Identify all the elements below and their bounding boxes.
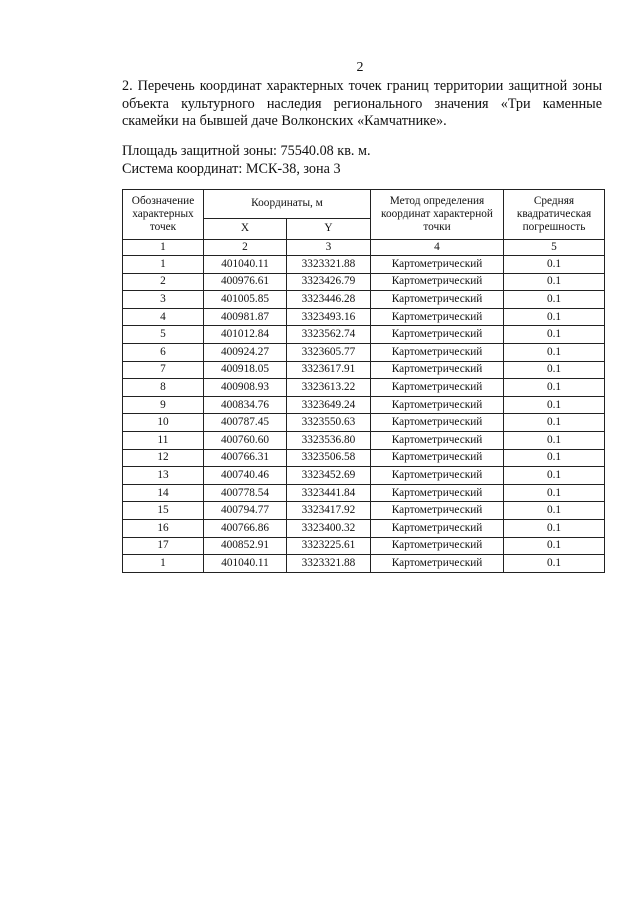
column-number: 5 (504, 240, 605, 256)
page-number: 2 (356, 60, 364, 75)
cell-x: 401012.84 (204, 326, 287, 344)
cell-error: 0.1 (504, 414, 605, 432)
cell-error: 0.1 (504, 467, 605, 485)
table-row (123, 519, 605, 537)
section-heading: 2. Перечень координат характерных точек границ территории защитной зоны объекта культурного наследия регионального значения «Три каменные скамейки на бывшей даче Волконских «Камчатнике». (122, 78, 602, 129)
cell-y: 3323613.22 (287, 379, 371, 397)
cell-error: 0.1 (504, 291, 605, 309)
cell-method: Картометрический (371, 256, 504, 274)
cell-point: 8 (123, 379, 204, 397)
cell-method: Картометрический (371, 396, 504, 414)
table-row (123, 379, 605, 397)
column-number: 1 (123, 240, 204, 256)
cell-error: 0.1 (504, 431, 605, 449)
cell-x: 400924.27 (204, 343, 287, 361)
cell-point: 2 (123, 273, 204, 291)
table-row (123, 326, 605, 344)
cell-x: 400908.93 (204, 379, 287, 397)
table-row (123, 396, 605, 414)
cell-point: 10 (123, 414, 204, 432)
cell-error: 0.1 (504, 256, 605, 274)
cell-point: 16 (123, 519, 204, 537)
cell-point: 12 (123, 449, 204, 467)
cell-error: 0.1 (504, 484, 605, 502)
cell-x: 400918.05 (204, 361, 287, 379)
header-coordinates: Координаты, м (204, 190, 371, 219)
cell-x: 400740.46 (204, 467, 287, 485)
cell-method: Картометрический (371, 343, 504, 361)
column-number: 3 (287, 240, 371, 256)
header-error: Средняя квадратическая погрешность (504, 190, 605, 240)
cell-point: 1 (123, 555, 204, 573)
coordinates-table (122, 189, 605, 573)
cell-error: 0.1 (504, 519, 605, 537)
cell-y: 3323225.61 (287, 537, 371, 555)
cell-method: Картометрический (371, 414, 504, 432)
cell-y: 3323417.92 (287, 502, 371, 520)
table-row (123, 449, 605, 467)
cell-error: 0.1 (504, 379, 605, 397)
cell-point: 14 (123, 484, 204, 502)
cell-point: 3 (123, 291, 204, 309)
cell-y: 3323536.80 (287, 431, 371, 449)
cell-error: 0.1 (504, 308, 605, 326)
table-row (123, 414, 605, 432)
cell-error: 0.1 (504, 361, 605, 379)
header-y: Y (287, 218, 371, 239)
cell-method: Картометрический (371, 467, 504, 485)
cell-y: 3323562.74 (287, 326, 371, 344)
cell-point: 11 (123, 431, 204, 449)
table-row (123, 467, 605, 485)
cell-method: Картометрический (371, 431, 504, 449)
cell-method: Картометрический (371, 519, 504, 537)
cell-x: 400976.61 (204, 273, 287, 291)
cell-method: Картометрический (371, 537, 504, 555)
cell-y: 3323426.79 (287, 273, 371, 291)
table-row (123, 273, 605, 291)
cell-method: Картометрический (371, 361, 504, 379)
header-point: Обозначение характерных точек (123, 190, 204, 240)
cell-method: Картометрический (371, 326, 504, 344)
cell-x: 401005.85 (204, 291, 287, 309)
cell-point: 9 (123, 396, 204, 414)
cell-method: Картометрический (371, 379, 504, 397)
cell-y: 3323617.91 (287, 361, 371, 379)
cell-method: Картометрический (371, 484, 504, 502)
table-row (123, 308, 605, 326)
cell-method: Картометрический (371, 449, 504, 467)
table-row (123, 484, 605, 502)
cell-y: 3323452.69 (287, 467, 371, 485)
column-number: 2 (204, 240, 287, 256)
table-row (123, 555, 605, 573)
cell-point: 1 (123, 256, 204, 274)
cell-point: 7 (123, 361, 204, 379)
cell-error: 0.1 (504, 396, 605, 414)
cell-x: 400852.91 (204, 537, 287, 555)
cell-x: 400766.31 (204, 449, 287, 467)
table-row (123, 343, 605, 361)
cell-x: 401040.11 (204, 256, 287, 274)
cell-method: Картометрический (371, 291, 504, 309)
cell-point: 17 (123, 537, 204, 555)
cell-point: 4 (123, 308, 204, 326)
cell-error: 0.1 (504, 537, 605, 555)
table-row (123, 537, 605, 555)
cell-point: 13 (123, 467, 204, 485)
cell-x: 400834.76 (204, 396, 287, 414)
coordinate-system: Система координат: МСК-38, зона 3 (122, 161, 341, 177)
cell-error: 0.1 (504, 326, 605, 344)
cell-y: 3323441.84 (287, 484, 371, 502)
cell-point: 5 (123, 326, 204, 344)
cell-method: Картометрический (371, 555, 504, 573)
table-row (123, 291, 605, 309)
cell-y: 3323605.77 (287, 343, 371, 361)
column-numbers-row (123, 240, 605, 256)
cell-x: 400794.77 (204, 502, 287, 520)
cell-y: 3323321.88 (287, 256, 371, 274)
zone-area: Площадь защитной зоны: 75540.08 кв. м. (122, 143, 371, 159)
table-row (123, 361, 605, 379)
cell-x: 400760.60 (204, 431, 287, 449)
header-method: Метод определения координат характерной точки (371, 190, 504, 240)
cell-y: 3323400.32 (287, 519, 371, 537)
cell-y: 3323506.58 (287, 449, 371, 467)
cell-y: 3323649.24 (287, 396, 371, 414)
cell-error: 0.1 (504, 343, 605, 361)
cell-y: 3323550.63 (287, 414, 371, 432)
cell-y: 3323493.16 (287, 308, 371, 326)
cell-x: 401040.11 (204, 555, 287, 573)
cell-x: 400766.86 (204, 519, 287, 537)
cell-x: 400778.54 (204, 484, 287, 502)
table-row (123, 431, 605, 449)
column-number: 4 (371, 240, 504, 256)
cell-y: 3323321.88 (287, 555, 371, 573)
table-row (123, 502, 605, 520)
cell-method: Картометрический (371, 502, 504, 520)
cell-point: 15 (123, 502, 204, 520)
cell-point: 6 (123, 343, 204, 361)
header-x: X (204, 218, 287, 239)
coordinates-table-body (123, 256, 605, 573)
cell-x: 400981.87 (204, 308, 287, 326)
cell-error: 0.1 (504, 502, 605, 520)
cell-x: 400787.45 (204, 414, 287, 432)
cell-error: 0.1 (504, 449, 605, 467)
table-row (123, 256, 605, 274)
cell-error: 0.1 (504, 555, 605, 573)
cell-error: 0.1 (504, 273, 605, 291)
cell-y: 3323446.28 (287, 291, 371, 309)
cell-method: Картометрический (371, 273, 504, 291)
cell-method: Картометрический (371, 308, 504, 326)
